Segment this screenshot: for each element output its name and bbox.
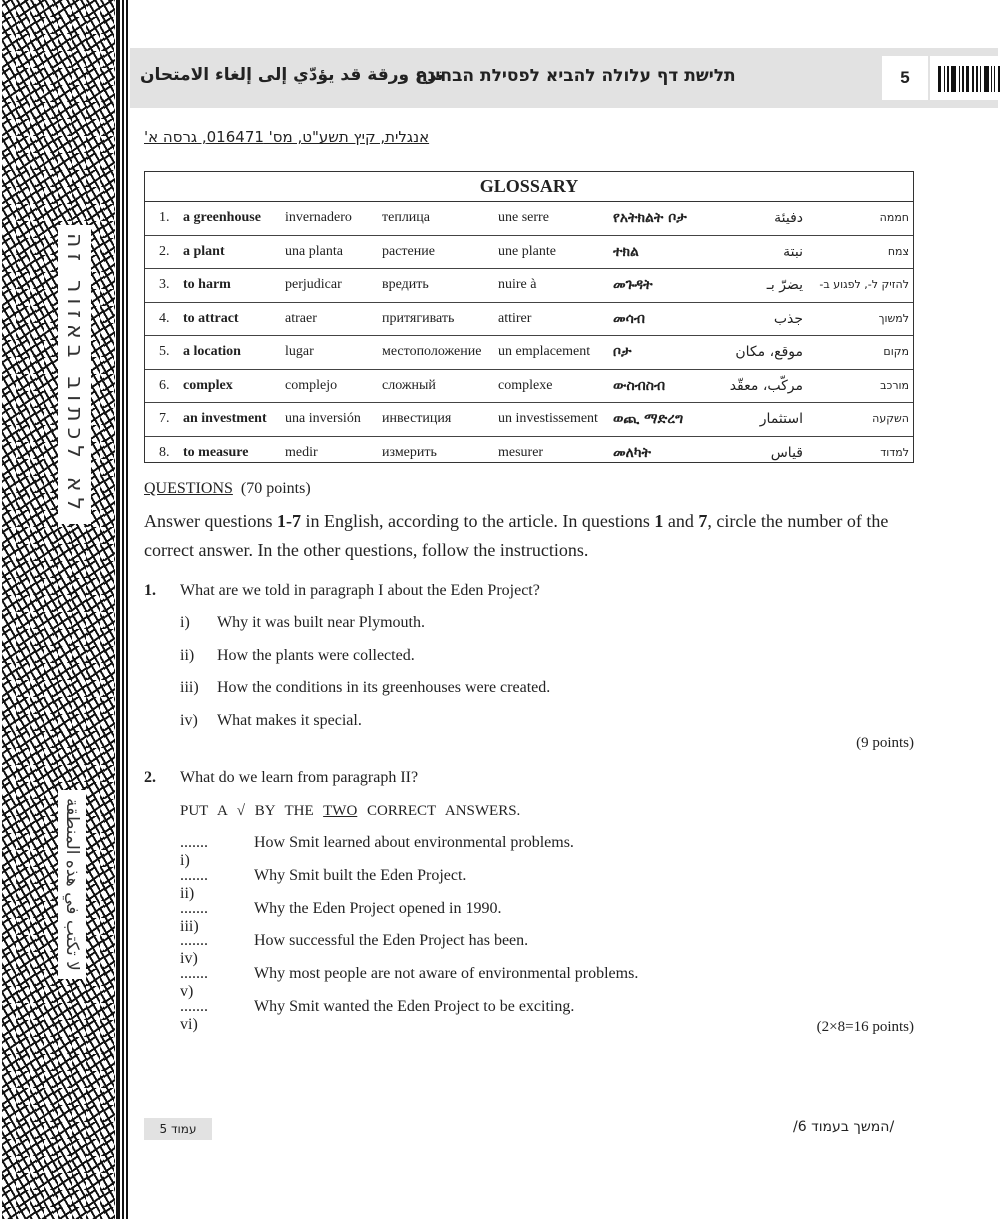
glossary-cell-num: 5.	[159, 344, 170, 359]
glossary-cell-ru: теплица	[382, 210, 431, 225]
questions-intro: Answer questions 1-7 in English, according to the article. In questions 1 and 7, circle the number of the correct answer. In the other questions, follow the instructions.	[144, 511, 889, 560]
glossary-cell-ru: измерить	[382, 444, 437, 460]
barcode-bar	[991, 66, 992, 92]
glossary-cell-ar: موقع، مكان	[735, 344, 803, 360]
glossary-cell-num: 1.	[159, 210, 170, 225]
glossary-cell-fr: complexe	[498, 377, 553, 393]
glossary-cell-es: una inversión	[285, 411, 361, 426]
glossary-cell-ru: растение	[382, 243, 435, 259]
barcode-bar	[944, 66, 945, 92]
questions-total-points: (70 points)	[240, 480, 311, 497]
glossary-cell-ru: вредить	[382, 277, 429, 292]
glossary-cell-he: השקעה	[872, 412, 909, 425]
option-text: How the conditions in its greenhouses were created.	[217, 679, 551, 697]
glossary-cell-en: to harm	[183, 277, 231, 292]
glossary-cell-fr: une serre	[498, 210, 549, 225]
glossary-cell-am: ወጪ ማድረግ	[613, 411, 684, 427]
glossary-cell-he: חממה	[879, 211, 909, 224]
exam-subtitle: אנגלית, קיץ תשע"ט, מס' 016471, גרסה א'	[144, 128, 430, 146]
page-header	[130, 48, 998, 108]
glossary-cell-ru: притягивать	[382, 310, 455, 326]
glossary-cell-ar: نبتة	[783, 243, 803, 260]
option-text: How Smit learned about environmental problems.	[254, 834, 574, 851]
glossary-row	[145, 269, 913, 303]
barcode-bar	[994, 66, 995, 92]
glossary-cell-am: ተክል	[613, 243, 639, 260]
question-1-points: (9 points)	[856, 735, 914, 751]
glossary-cell-he: למדוד	[880, 445, 909, 459]
barcode	[930, 56, 1000, 100]
glossary-cell-ru: сложный	[382, 377, 436, 393]
glossary-cell-am: መሳብ	[613, 310, 646, 327]
glossary-cell-en: to attract	[183, 310, 239, 326]
question-2-points: (2×8=16 points)	[816, 1019, 914, 1035]
glossary-cell-fr: un investissement	[498, 411, 598, 426]
glossary-cell-es: complejo	[285, 377, 338, 393]
answer-blank[interactable]: ....... ii)	[180, 866, 208, 902]
glossary-cell-ar: قياس	[770, 444, 803, 461]
questions-title: QUESTIONS	[144, 480, 233, 497]
barcode-bar	[959, 66, 960, 92]
glossary-cell-en: complex	[183, 377, 233, 393]
glossary-cell-num: 3.	[159, 277, 170, 292]
glossary-cell-en: a plant	[183, 243, 225, 259]
option-text: Why it was built near Plymouth.	[217, 614, 425, 631]
glossary-cell-ar: دفيئة	[774, 210, 803, 226]
glossary-cell-fr: une plante	[498, 243, 556, 259]
margin-note-hebrew: לא לכתוב באזור זה	[58, 225, 91, 524]
question-2-number: 2.	[144, 769, 156, 786]
glossary-cell-es: perjudicar	[285, 277, 342, 292]
glossary-cell-fr: nuire à	[498, 277, 537, 292]
glossary-cell-am: መለካት	[613, 444, 651, 461]
glossary-cell-es: medir	[285, 444, 318, 460]
glossary-cell-en: an investment	[183, 411, 267, 426]
glossary-cell-am: ቦታ	[613, 344, 632, 360]
glossary-cell-en: a greenhouse	[183, 210, 261, 225]
glossary-row	[145, 303, 913, 337]
glossary-cell-ar: يضرّ بـ	[766, 277, 803, 293]
option-text: How successful the Eden Project has been.	[254, 932, 529, 950]
footer-continue-note: /המשך בעמוד 6/	[793, 1119, 895, 1135]
answer-blank[interactable]: ....... v)	[180, 965, 208, 1001]
glossary-cell-num: 4.	[159, 310, 170, 326]
glossary-cell-am: ውስብስብ	[613, 377, 666, 394]
glossary-cell-he: מקום	[883, 345, 909, 358]
barcode-bar	[972, 66, 973, 92]
glossary-row	[145, 370, 913, 404]
barcode-bar	[947, 66, 949, 92]
barcode-bar	[951, 66, 955, 92]
option-text: How the plants were collected.	[217, 646, 415, 664]
answer-blank[interactable]: ....... iii)	[180, 899, 208, 935]
margin-pattern	[2, 0, 115, 1219]
glossary-cell-es: atraer	[285, 310, 317, 326]
option-text: What makes it special.	[217, 712, 362, 730]
barcode-bar	[938, 66, 941, 92]
glossary-row	[145, 202, 913, 236]
question-2-text: What do we learn from paragraph II?	[180, 769, 419, 786]
margin-strip	[0, 0, 130, 1219]
glossary-row	[145, 437, 913, 470]
glossary-cell-num: 6.	[159, 377, 170, 393]
option-marker: iii)	[180, 679, 199, 697]
page-number: 5	[882, 56, 928, 100]
option-text: Why most people are not aware of environmental problems.	[254, 965, 639, 983]
option-text: Why Smit wanted the Eden Project to be exciting.	[254, 998, 575, 1015]
glossary-cell-he: צמח	[887, 244, 909, 258]
option-text: Why the Eden Project opened in 1990.	[254, 899, 502, 917]
barcode-bar	[980, 66, 981, 92]
header-arabic-warning: نزع ورقة قد يؤدّي إلى إلغاء الامتحان	[140, 65, 444, 85]
margin-border	[116, 0, 128, 1219]
glossary-cell-ru: инвестиция	[382, 411, 452, 426]
glossary-cell-fr: un emplacement	[498, 344, 591, 359]
glossary-cell-ar: استثمار	[759, 411, 803, 427]
glossary-cell-he: להזיק ל-, לפגוע ב-	[819, 278, 909, 291]
questions-heading	[144, 480, 311, 498]
answer-blank[interactable]: ....... iv)	[180, 932, 208, 968]
glossary-cell-en: to measure	[183, 444, 249, 460]
barcode-bar	[976, 66, 978, 92]
glossary-cell-ar: جذب	[773, 310, 803, 327]
glossary-cell-ar: مركّب، معقّد	[729, 377, 803, 394]
glossary-cell-am: መጉዳት	[613, 277, 653, 293]
option-marker: iv)	[180, 712, 198, 730]
glossary-cell-ru: местоположение	[382, 344, 482, 359]
glossary-title: GLOSSARY	[145, 172, 913, 202]
question-2-instruction: PUT A √ BY THE TWO CORRECT ANSWERS.	[180, 803, 521, 819]
question-1-text: What are we told in paragraph I about the Eden Project?	[180, 582, 540, 599]
question-1-number: 1.	[144, 582, 156, 599]
barcode-bar	[962, 66, 963, 92]
barcode-bar	[966, 66, 970, 92]
option-text: Why Smit built the Eden Project.	[254, 866, 467, 884]
answer-blank[interactable]: ....... i)	[180, 834, 208, 869]
glossary-cell-num: 7.	[159, 411, 170, 426]
margin-note-arabic: لا تكتب في هذه المنطقة	[58, 790, 86, 979]
glossary-cell-num: 8.	[159, 444, 170, 460]
glossary-cell-am: የአትክልት ቦታ	[613, 210, 687, 226]
option-marker: ii)	[180, 646, 195, 664]
glossary-row	[145, 403, 913, 437]
glossary-cell-en: a location	[183, 344, 241, 359]
option-marker: i)	[180, 614, 190, 631]
glossary-table	[144, 171, 914, 463]
barcode-bar	[984, 66, 988, 92]
glossary-cell-es: una planta	[285, 243, 343, 259]
glossary-cell-es: lugar	[285, 344, 314, 359]
glossary-cell-es: invernadero	[285, 210, 352, 225]
footer-page-label: עמוד 5	[144, 1118, 212, 1140]
glossary-row	[145, 236, 913, 270]
glossary-cell-he: למשוך	[878, 311, 909, 325]
glossary-cell-num: 2.	[159, 243, 170, 259]
glossary-cell-fr: attirer	[498, 310, 532, 326]
answer-blank[interactable]: ....... vi)	[180, 998, 208, 1033]
glossary-cell-he: מורכב	[880, 378, 909, 392]
glossary-row	[145, 336, 913, 370]
header-hebrew-warning: תלישת דף עלולה להביא לפסילת הבחינה	[416, 66, 736, 86]
glossary-cell-fr: mesurer	[498, 444, 544, 460]
